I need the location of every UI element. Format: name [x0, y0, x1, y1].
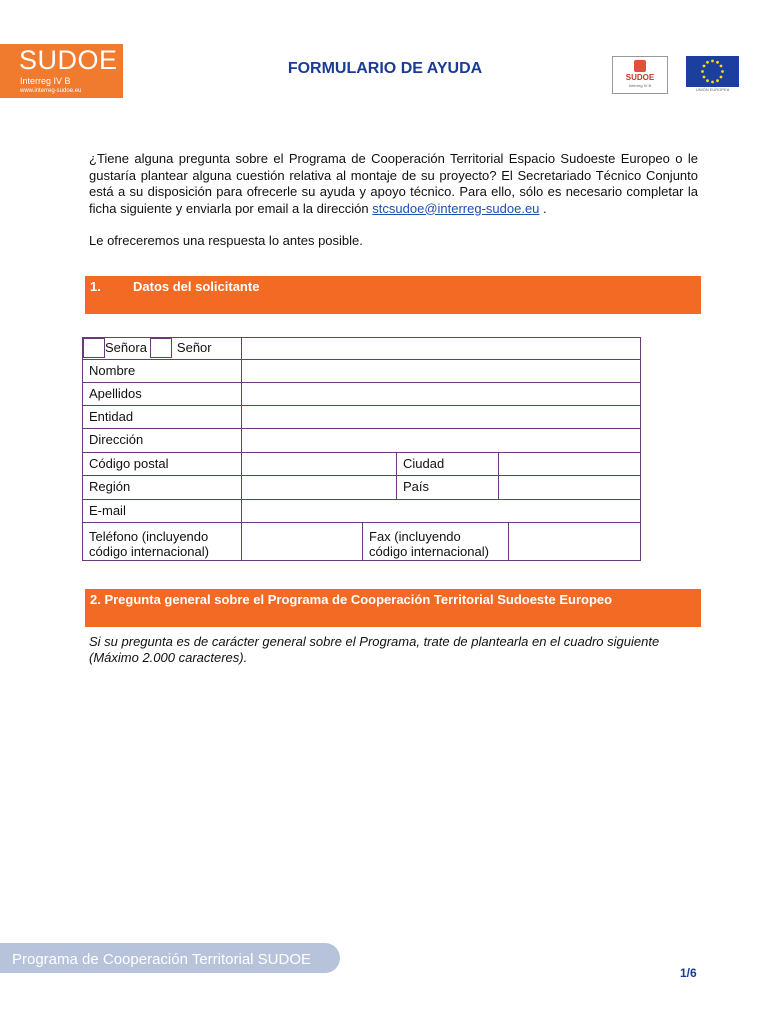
sudoe-small-logo [612, 56, 668, 94]
section-1-number: 1. [90, 279, 101, 294]
senor-label: Señor [176, 340, 212, 355]
fax-label-line1: Fax (incluyendo [369, 529, 461, 544]
region-field[interactable] [241, 476, 396, 499]
form-row-salutation [83, 338, 640, 360]
pais-field[interactable] [498, 476, 640, 499]
logo-subtitle: Interreg IV B [20, 76, 71, 86]
senora-label: Señora [105, 340, 147, 355]
small-logo-subtitle: Interreg IV B [628, 83, 652, 88]
small-logo-brand: SUDOE [625, 73, 655, 82]
ciudad-label: Ciudad [396, 453, 498, 475]
logo-url: www.interreg-sudoe.eu [20, 88, 82, 94]
intro-paragraph [89, 151, 698, 217]
telefono-label-line2: código internacional) [89, 544, 209, 559]
nombre-label: Nombre [89, 363, 136, 378]
section-1-title: Datos del solicitante [133, 279, 260, 294]
sudoe-mark-icon [634, 60, 646, 72]
fax-label-line2: código internacional) [369, 544, 489, 559]
form-row-entidad [83, 406, 640, 429]
section-2-header [85, 589, 701, 627]
entidad-label: Entidad [89, 409, 134, 424]
contact-email-link[interactable]: stcsudoe@interreg-sudoe.eu [372, 200, 540, 216]
telefono-field[interactable] [241, 523, 362, 560]
apellidos-label: Apellidos [89, 386, 142, 401]
form-row-nombre [83, 360, 640, 383]
eu-caption: UNIÓN EUROPEA [695, 87, 730, 92]
direccion-label: Dirección [89, 432, 144, 447]
form-row-region-pais [83, 476, 640, 500]
form-row-telefono-fax [83, 523, 640, 560]
codigo-postal-field[interactable] [241, 453, 396, 475]
fax-field[interactable] [508, 523, 640, 560]
telefono-label-line1: Teléfono (incluyendo [89, 529, 209, 544]
applicant-form [82, 337, 641, 561]
salutation-name-field[interactable] [241, 338, 640, 359]
form-row-direccion [83, 429, 640, 453]
form-row-cp-ciudad [83, 453, 640, 476]
logo-brand: SUDOE [19, 45, 118, 75]
eu-flag-icon [686, 56, 739, 87]
entidad-field[interactable] [241, 406, 640, 428]
email-field[interactable] [241, 500, 640, 522]
salutation-cell [83, 338, 241, 359]
section-2-title: 2. Pregunta general sobre el Programa de Cooperación Territorial Sudoeste Europeo [90, 592, 613, 607]
intro-text: ¿Tiene alguna pregunta sobre el Programa de Cooperación Territorial Espacio Sudoeste Europeo o le gustaría plantear alguna cuestión relativa al montaje de su proyecto? El Secretariado Técnico Conjunto está a su disposición para ofrecerle su ayuda y apoyo técnico. Para ello, sólo es necesario completar la ficha siguiente y enviarla por email a la dirección [89, 151, 698, 216]
eu-stars-icon [686, 56, 739, 87]
fax-label [362, 523, 508, 560]
section-2-note: Si su pregunta es de carácter general sobre el Programa, trate de plantearla en el cuadro siguiente (Máximo 2.000 caracteres). [89, 634, 660, 665]
form-row-apellidos [83, 383, 640, 406]
footer-program-name: Programa de Cooperación Territorial SUDOE [12, 951, 312, 968]
codigo-postal-label: Código postal [89, 456, 169, 471]
pais-label: País [396, 476, 498, 499]
apellidos-field[interactable] [241, 383, 640, 405]
nombre-field[interactable] [241, 360, 640, 382]
intro-closing: Le ofreceremos una respuesta lo antes posible. [89, 233, 363, 248]
email-label: E-mail [89, 503, 126, 518]
intro-after-email: . [539, 200, 547, 216]
page-number: 1/6 [680, 966, 697, 980]
form-row-email [83, 500, 640, 523]
direccion-field[interactable] [241, 429, 640, 452]
region-label: Región [89, 479, 131, 494]
telefono-label [83, 523, 241, 560]
senor-checkbox[interactable] [150, 338, 172, 358]
section-1-header [85, 276, 701, 314]
senora-checkbox[interactable] [83, 338, 105, 358]
ciudad-field[interactable] [498, 453, 640, 475]
page-title: FORMULARIO DE AYUDA [287, 60, 483, 77]
